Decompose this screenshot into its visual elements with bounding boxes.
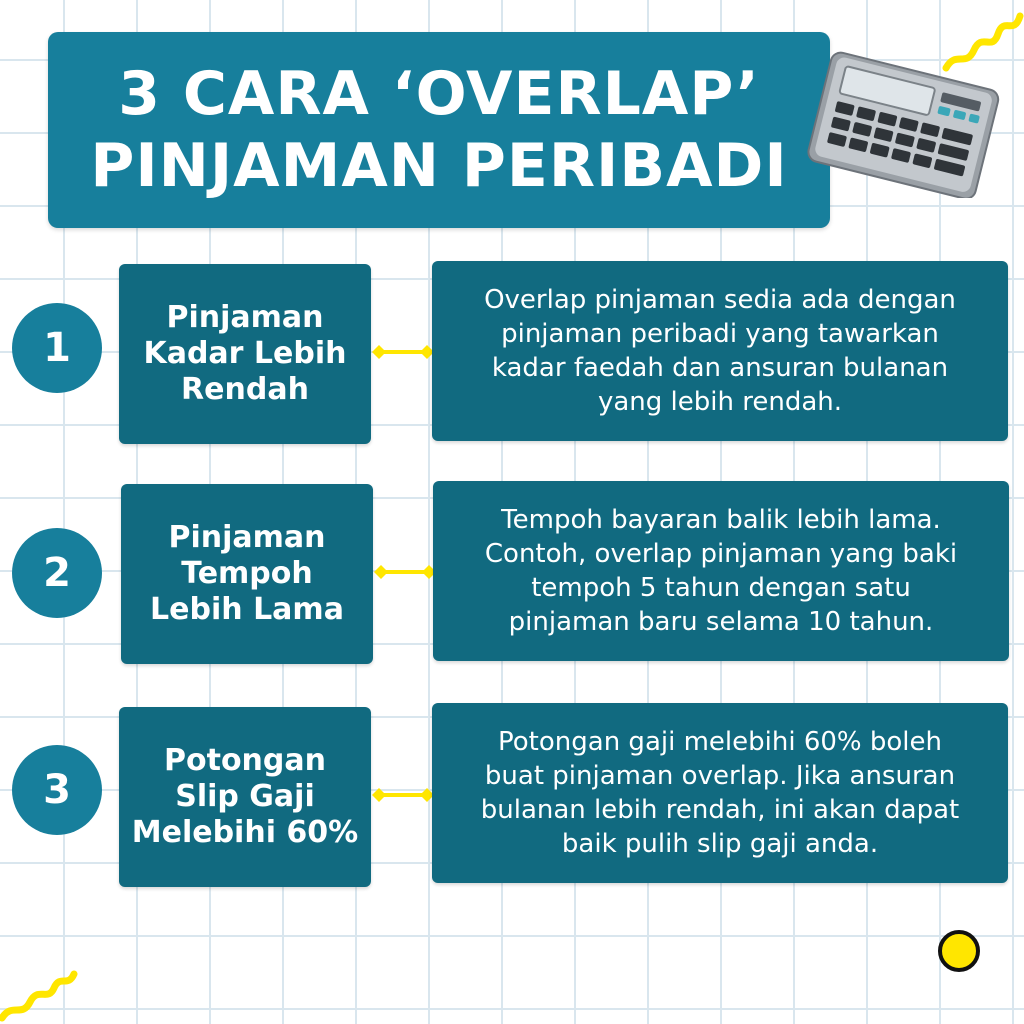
item-label-box-1 [119,264,371,444]
item-label-3: Potongan Slip Gaji Melebihi 60% [131,743,359,850]
squiggle-icon [0,966,80,1024]
item-description-2: Tempoh bayaran balik lebih lama. Contoh, overlap pinjaman yang baki tempoh 5 tahun dengan satu pinjaman baru selama 10 tahun. [484,505,958,637]
connector-icon [372,345,434,359]
step-number-3: 3 [12,745,102,835]
item-description-3: Potongan gaji melebihi 60% boleh buat pinjaman overlap. Jika ansuran bulanan lebih rendah, ini akan dapat baik pulih slip gaji anda. [480,727,960,859]
yellow-dot-icon [938,930,980,972]
item-description-box-2 [433,481,1009,661]
title-line-1: 3 CARA ‘OVERLAP’ [118,59,760,129]
item-description-box-3 [432,703,1008,883]
step-number-2: 2 [12,528,102,618]
step-number-1: 1 [12,303,102,393]
item-label-1: Pinjaman Kadar Lebih Rendah [143,300,347,407]
item-label-2: Pinjaman Tempoh Lebih Lama [150,520,344,627]
item-label-box-3 [119,707,371,887]
title-banner [48,32,830,228]
item-label-box-2 [121,484,373,664]
title-line-2: PINJAMAN PERIBADI [90,131,788,201]
squiggle-icon [940,6,1024,76]
item-description-box-1 [432,261,1008,441]
connector-icon [374,565,436,579]
connector-icon [372,788,434,802]
item-description-1: Overlap pinjaman sedia ada dengan pinjaman peribadi yang tawarkan kadar faedah dan ansuran bulanan yang lebih rendah. [484,285,956,417]
